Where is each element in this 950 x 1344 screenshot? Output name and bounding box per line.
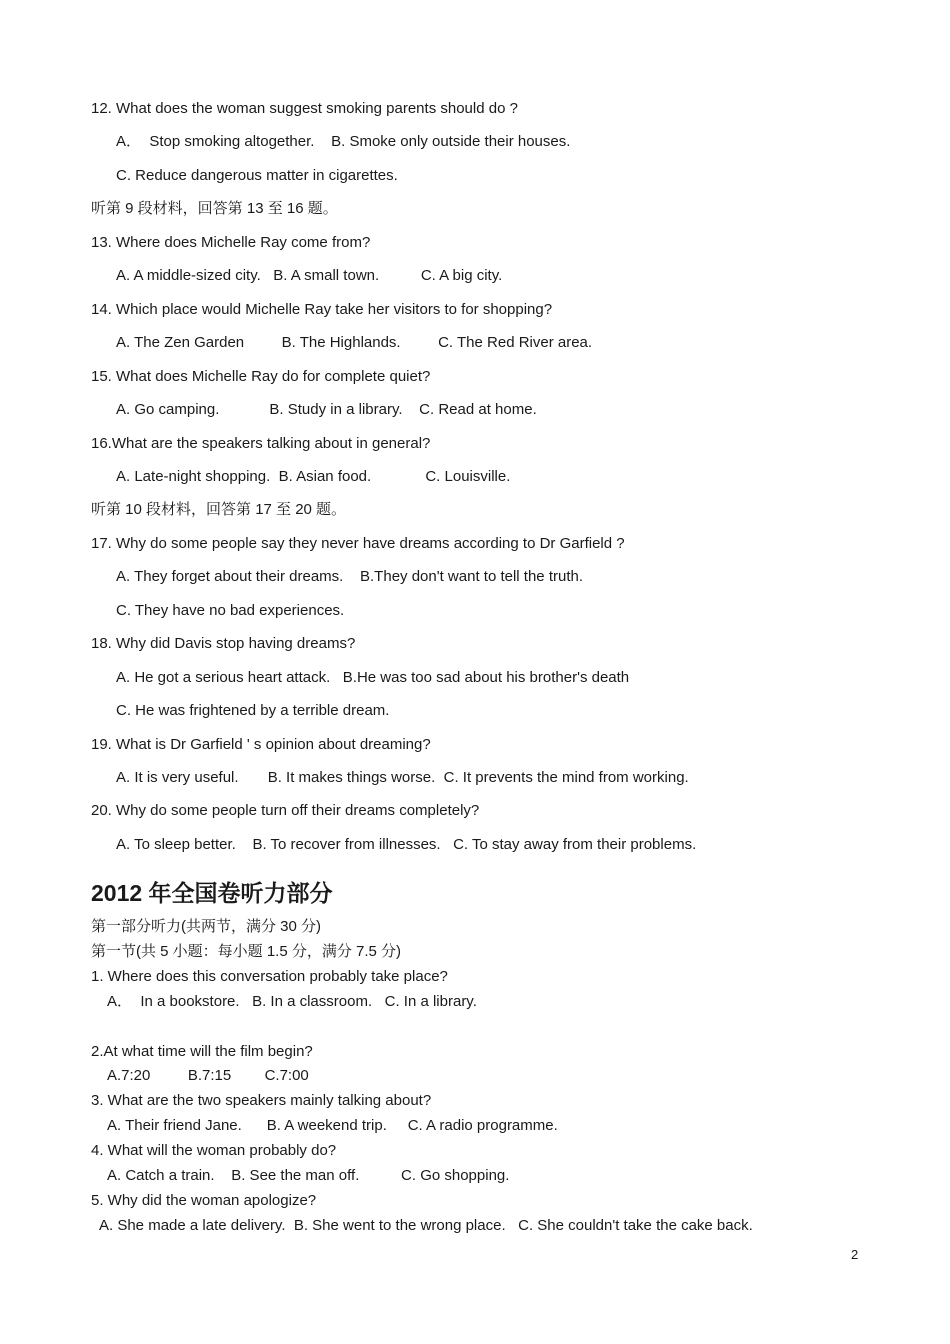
question-line: 第一节(共 5 小题：每小题 1.5 分，满分 7.5 分): [91, 942, 402, 960]
answer-options-line: A. It is very useful. B. It makes things worse. C. It prevents the mind from working.: [116, 769, 689, 786]
answer-options-line: A. She made a late delivery. B. She went to the wrong place. C. She couldn't take the cake back.: [99, 1216, 753, 1234]
answer-options-line: C. Reduce dangerous matter in cigarettes.: [116, 166, 398, 184]
question-line: 4. What will the woman probably do?: [91, 1142, 337, 1160]
question-line: 12. What does the woman suggest smoking parents should do ?: [91, 100, 518, 117]
question-line: 17. Why do some people say they never have dreams according to Dr Garfield ?: [91, 534, 625, 552]
answer-options-line: A． Stop smoking altogether. B. Smoke only outside their houses.: [116, 133, 571, 151]
page-number: 2: [851, 1247, 859, 1262]
answer-options-line: A. A middle-sized city. B. A small town. C. A big city.: [116, 267, 503, 285]
question-line: 1. Where does this conversation probably take place?: [91, 967, 448, 985]
question-line: 第一部分听力(共两节，满分 30 分): [91, 918, 322, 935]
question-line: 听第 10 段材料，回答第 17 至 20 题。: [91, 501, 347, 519]
question-line: 5. Why did the woman apologize?: [91, 1191, 317, 1209]
question-line: 听第 9 段材料，回答第 13 至 16 题。: [91, 200, 338, 218]
question-line: 13. Where does Michelle Ray come from?: [91, 233, 371, 251]
answer-options-line: C. They have no bad experiences.: [116, 601, 345, 619]
section-heading: 2012 年全国卷听力部分: [91, 880, 333, 906]
answer-options-line: A. They forget about their dreams. B.They don't want to tell the truth.: [116, 568, 583, 586]
answer-options-line: A. The Zen Garden B. The Highlands. C. The Red River area.: [116, 334, 593, 352]
answer-options-line: A. Catch a train. B. See the man off. C. Go shopping.: [107, 1167, 510, 1184]
answer-options-line: A.7:20 B.7:15 C.7:00: [107, 1067, 309, 1085]
question-line: 14. Which place would Michelle Ray take her visitors to for shopping?: [91, 300, 553, 318]
question-line: 16.What are the speakers talking about in general?: [91, 434, 431, 452]
answer-options-line: A. To sleep better. B. To recover from illnesses. C. To stay away from their problems.: [116, 835, 697, 853]
answer-options-line: C. He was frightened by a terrible dream.: [116, 702, 390, 720]
question-line: 18. Why did Davis stop having dreams?: [91, 635, 356, 653]
question-line: 19. What is Dr Garfield ' s opinion about dreaming?: [91, 735, 431, 753]
answer-options-line: A. Late-night shopping. B. Asian food. C. Louisville.: [116, 467, 511, 485]
question-line: 2.At what time will the film begin?: [91, 1042, 313, 1060]
answer-options-line: A. Go camping. B. Study in a library. C. Read at home.: [116, 401, 537, 419]
answer-options-line: A. Their friend Jane. B. A weekend trip. C. A radio programme.: [107, 1117, 558, 1135]
answer-options-line: A． In a bookstore. B. In a classroom. C. In a library.: [107, 992, 477, 1010]
question-line: 20. Why do some people turn off their dreams completely?: [91, 802, 480, 820]
answer-options-line: A. He got a serious heart attack. B.He was too sad about his brother's death: [116, 668, 630, 686]
question-line: 15. What does Michelle Ray do for complete quiet?: [91, 367, 431, 385]
question-line: 3. What are the two speakers mainly talking about?: [91, 1092, 432, 1110]
